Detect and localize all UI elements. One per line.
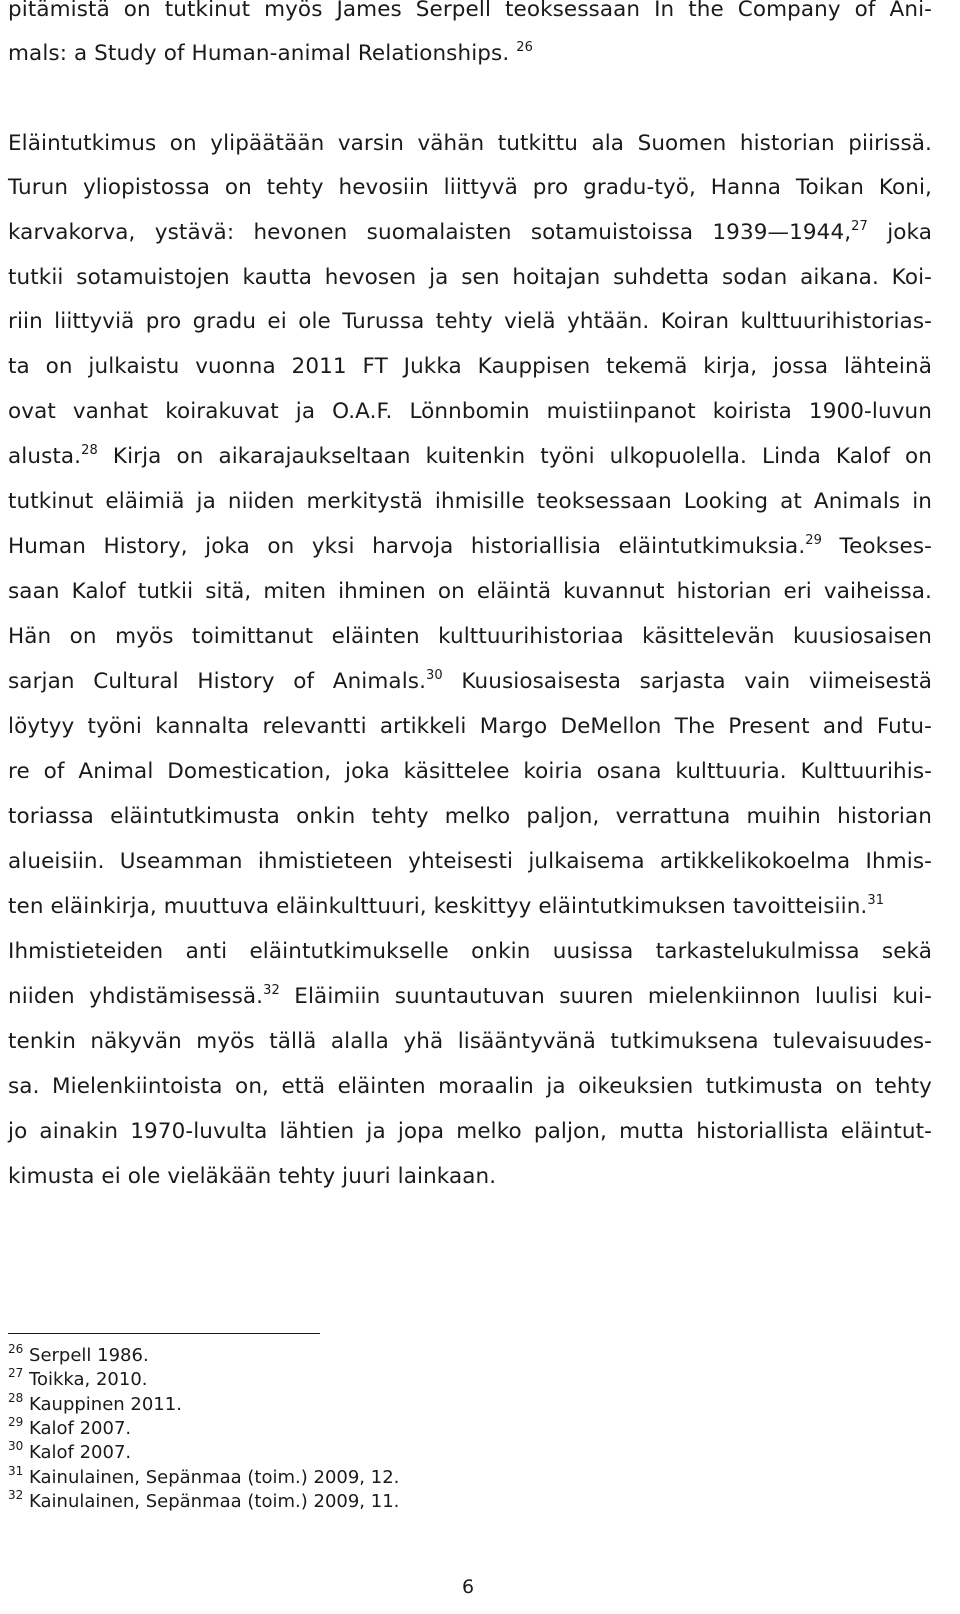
body-line: alueisiin. Useamman ihmistieteen yhteisesti julkaisema artikkelikokoelma Ihmis- [8, 849, 932, 874]
body-line: ovat vanhat koirakuvat ja O.A.F. Lönnbomin muistiinpanot koirista 1900-luvun [8, 399, 932, 424]
body-line: riin liittyviä pro gradu ei ole Turussa tehty vielä yhtään. Koiran kulttuurihistorias- [8, 309, 932, 334]
footnote-ref: 32 [263, 983, 280, 998]
body-line: toriassa eläintutkimusta onkin tehty melko paljon, verrattuna muihin historian [8, 804, 932, 829]
footnote-ref: 27 [851, 219, 868, 234]
body-line: jo ainakin 1970-luvulta lähtien ja jopa melko paljon, mutta historiallista eläintut- [8, 1119, 932, 1144]
footnote: $^{30}$ Kalof 2007. [8, 1439, 132, 1463]
body-line: ten eläinkirja, muuttuva eläinkulttuuri, keskittyy eläintutkimuksen tavoitteisiin.$^{31}$ [8, 893, 885, 919]
body-line: tenkin näkyvän myös tällä alalla yhä lisääntyvänä tutkimuksena tulevaisuudes- [8, 1029, 932, 1054]
footnote-ref: 26 [516, 40, 533, 55]
body-line: niiden yhdistämisessä.$^{32}$ Eläimiin suuntautuvan suuren mielenkiinnon luulisi kui- [8, 983, 932, 1009]
page-number: 6 [461, 1576, 475, 1598]
footnote-ref: 30 [426, 668, 443, 683]
footnote: $^{28}$ Kauppinen 2011. [8, 1391, 182, 1415]
body-line: mals: a Study of Human-animal Relationships. $^{26}$ [8, 40, 533, 66]
footnote: $^{29}$ Kalof 2007. [8, 1415, 132, 1439]
body-line: kimusta ei ole vieläkään tehty juuri lainkaan. [8, 1164, 497, 1189]
footnote: $^{32}$ Kainulainen, Sepänmaa (toim.) 2009, 11. [8, 1488, 400, 1512]
body-line: ta on julkaistu vuonna 2011 FT Jukka Kauppisen tekemä kirja, jossa lähteinä [8, 354, 932, 379]
footnote: $^{27}$ Toikka, 2010. [8, 1366, 148, 1390]
body-line: alusta.$^{28}$ Kirja on aikarajaukseltaan kuitenkin työni ulkopuolella. Linda Kalof on [8, 443, 932, 469]
footnote-separator [8, 1333, 320, 1334]
body-line: tutkii sotamuistojen kautta hevosen ja sen hoitajan suhdetta sodan aikana. Koi- [8, 265, 932, 290]
footnote-ref: 28 [81, 443, 98, 458]
body-line: pitämistä on tutkinut myös James Serpell teoksessaan In the Company of Ani- [8, 0, 932, 22]
body-line: Eläintutkimus on ylipäätään varsin vähän tutkittu ala Suomen historian piirissä. [8, 131, 932, 156]
body-line: karvakorva, ystävä: hevonen suomalaisten sotamuistoissa 1939—1944,27 joka [8, 219, 932, 245]
footnote: $^{31}$ Kainulainen, Sepänmaa (toim.) 2009, 12. [8, 1464, 400, 1488]
body-line: re of Animal Domestication, joka käsittelee koiria osana kulttuuria. Kulttuurihis- [8, 759, 932, 784]
body-line: tutkinut eläimiä ja niiden merkitystä ihmisille teoksessaan Looking at Animals in [8, 489, 932, 514]
body-line: Ihmistieteiden anti eläintutkimukselle onkin uusissa tarkastelukulmissa sekä [8, 939, 932, 964]
footnote-ref: 29 [805, 533, 822, 548]
body-line: sarjan Cultural History of Animals.$^{30}$ Kuusiosaisesta sarjasta vain viimeisestä [8, 668, 932, 694]
body-line: saan Kalof tutkii sitä, miten ihminen on eläintä kuvannut historian eri vaiheissa. [8, 579, 932, 604]
body-line: Turun yliopistossa on tehty hevosiin liittyvä pro gradu-työ, Hanna Toikan Koni, [8, 175, 932, 200]
footnote: $^{26}$ Serpell 1986. [8, 1342, 149, 1366]
body-line: löytyy työni kannalta relevantti artikkeli Margo DeMellon The Present and Futu- [8, 714, 932, 739]
body-line: sa. Mielenkiintoista on, että eläinten moraalin ja oikeuksien tutkimusta on tehty [8, 1074, 932, 1099]
body-line: Hän on myös toimittanut eläinten kulttuurihistoriaa käsittelevän kuusiosaisen [8, 624, 932, 649]
body-line: Human History, joka on yksi harvoja historiallisia eläintutkimuksia.$^{29}$ Teokses- [8, 533, 932, 559]
footnote-ref: 31 [867, 893, 885, 908]
